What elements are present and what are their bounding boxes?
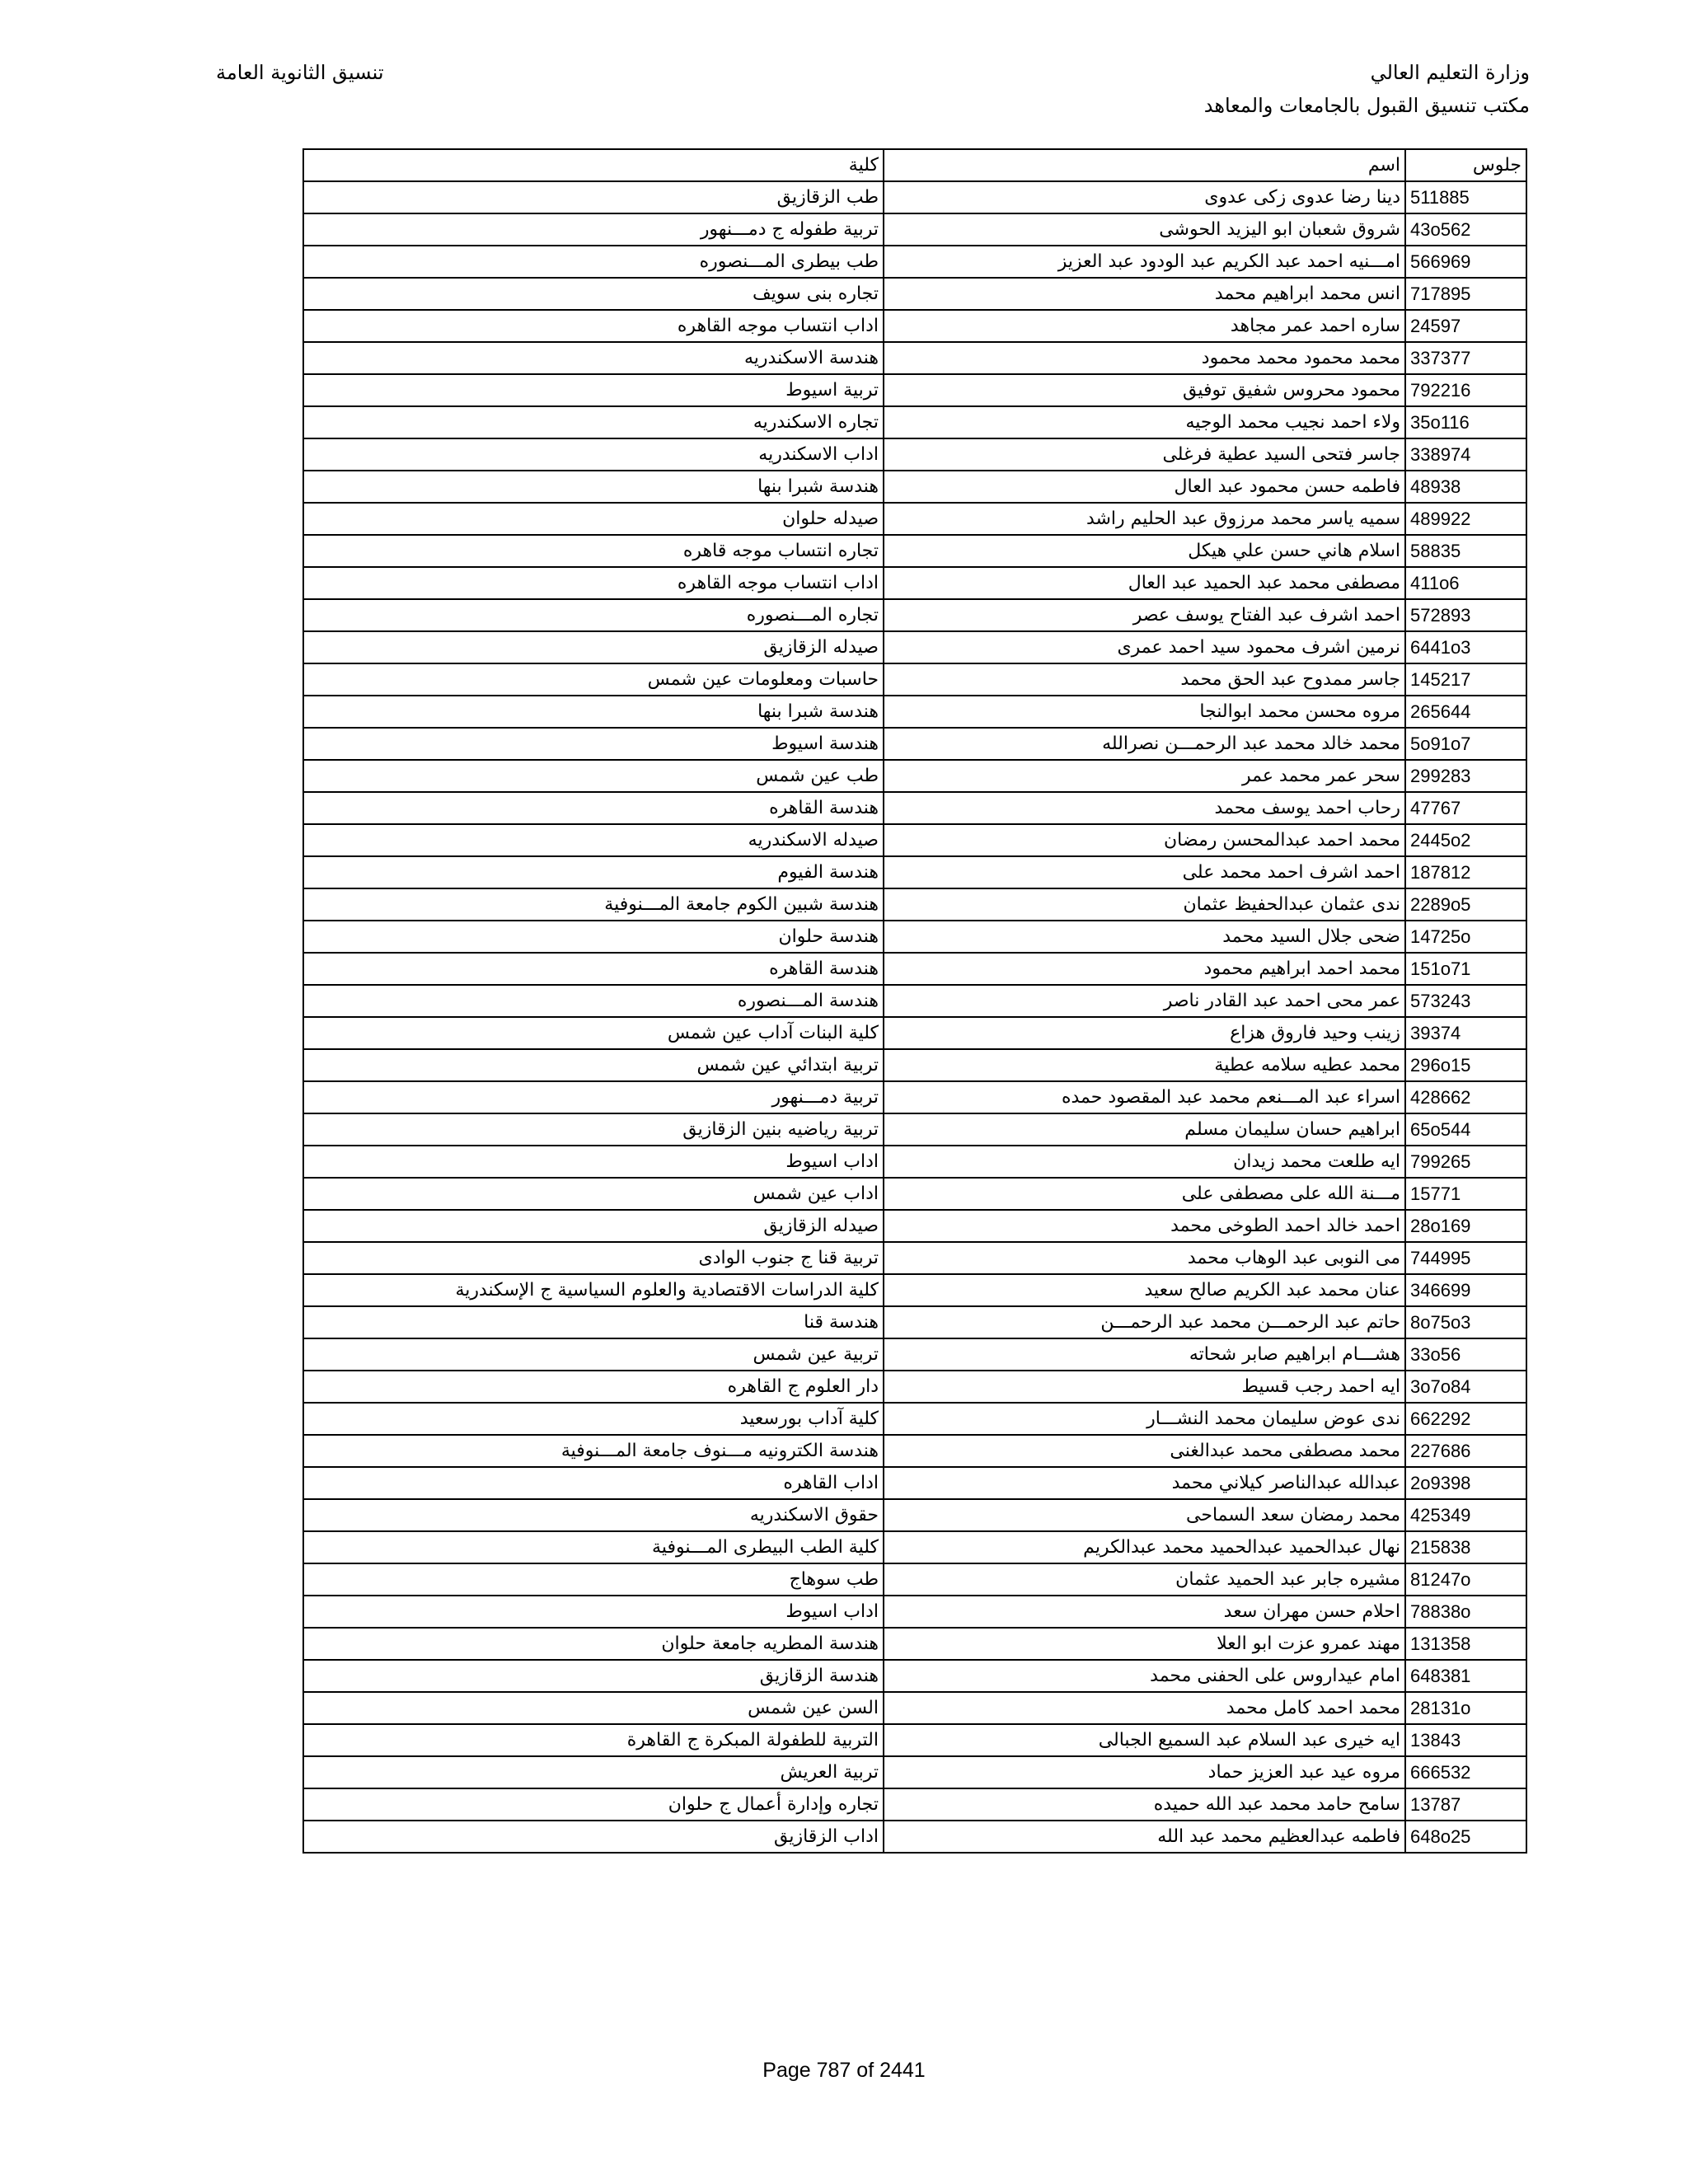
seat-number-cell: 215838: [1405, 1531, 1526, 1563]
faculty-cell: حاسبات ومعلومات عين شمس: [303, 663, 884, 696]
seat-number-cell: 573243: [1405, 985, 1526, 1017]
seat-number-cell: 2289o5: [1405, 888, 1526, 921]
faculty-cell: تربية طفوله ج دمـــنهور: [303, 213, 884, 246]
seat-number-cell: 428662: [1405, 1081, 1526, 1113]
seat-number-cell: 265644: [1405, 696, 1526, 728]
student-name-cell: احمد خالد احمد الطوخى محمد: [884, 1210, 1405, 1242]
faculty-cell: تربية عين شمس: [303, 1338, 884, 1371]
student-name-cell: محمد رمضان سعد السماحى: [884, 1499, 1405, 1531]
faculty-cell: هندسة الزقازيق: [303, 1660, 884, 1692]
faculty-cell: اداب القاهره: [303, 1467, 884, 1499]
column-header-faculty: كلية: [303, 149, 884, 181]
faculty-cell: التربية للطفولة المبكرة ج القاهرة: [303, 1724, 884, 1756]
table-row: [303, 535, 1526, 567]
faculty-cell: هندسة حلوان: [303, 921, 884, 953]
seat-number-cell: 648381: [1405, 1660, 1526, 1692]
student-name-cell: اسلام هاني حسن علي هيكل: [884, 535, 1405, 567]
table-row: [303, 631, 1526, 663]
faculty-cell: صيدله حلوان: [303, 503, 884, 535]
seat-number-cell: 346699: [1405, 1274, 1526, 1306]
student-name-cell: عبدالله عبدالناصر كيلاني محمد: [884, 1467, 1405, 1499]
table-row: [303, 278, 1526, 310]
table-row: [303, 1756, 1526, 1788]
table-row: [303, 1499, 1526, 1531]
faculty-cell: اداب الزقازيق: [303, 1821, 884, 1853]
faculty-cell: تربية قنا ج جنوب الوادى: [303, 1242, 884, 1274]
faculty-cell: هندسة شبين الكوم جامعة المـــنوفية: [303, 888, 884, 921]
table-row: [303, 1531, 1526, 1563]
table-row: [303, 1274, 1526, 1306]
faculty-cell: تجاره الاسكندريه: [303, 406, 884, 438]
faculty-cell: اداب انتساب موجه القاهره: [303, 310, 884, 342]
table-header-row: [303, 149, 1526, 181]
faculty-cell: تجاره وإدارة أعمال ج حلوان: [303, 1788, 884, 1821]
table-row: [303, 888, 1526, 921]
student-name-cell: فاطمه حسن محمود عبد العال: [884, 471, 1405, 503]
table-row: [303, 1788, 1526, 1821]
seat-number-cell: 648o25: [1405, 1821, 1526, 1853]
faculty-cell: تجاره بنى سويف: [303, 278, 884, 310]
seat-number-cell: 744995: [1405, 1242, 1526, 1274]
student-name-cell: جاسر فتحى السيد عطية فرغلى: [884, 438, 1405, 471]
student-name-cell: مى النوبى عبد الوهاب محمد: [884, 1242, 1405, 1274]
seat-number-cell: 799265: [1405, 1146, 1526, 1178]
table-row: [303, 471, 1526, 503]
student-name-cell: نهال عبدالحميد عبدالحميد محمد عبدالكريم: [884, 1531, 1405, 1563]
seat-number-cell: 35o116: [1405, 406, 1526, 438]
student-name-cell: هشـــام ابراهيم صابر شحاته: [884, 1338, 1405, 1371]
seat-number-cell: 131358: [1405, 1628, 1526, 1660]
faculty-cell: كلية البنات آداب عين شمس: [303, 1017, 884, 1049]
seat-number-cell: 24597: [1405, 310, 1526, 342]
table-row: [303, 1563, 1526, 1596]
student-name-cell: انس محمد ابراهيم محمد: [884, 278, 1405, 310]
seat-number-cell: 717895: [1405, 278, 1526, 310]
student-name-cell: محمد احمد كامل محمد: [884, 1692, 1405, 1724]
table-body: [303, 181, 1526, 1853]
column-header-name: اسم: [884, 149, 1405, 181]
seat-number-cell: 666532: [1405, 1756, 1526, 1788]
student-name-cell: جاسر ممدوح عبد الحق محمد: [884, 663, 1405, 696]
faculty-cell: هندسة اسيوط: [303, 728, 884, 760]
faculty-cell: كلية الدراسات الاقتصادية والعلوم السياسية ج الإسكندرية: [303, 1274, 884, 1306]
seat-number-cell: 566969: [1405, 246, 1526, 278]
student-name-cell: ولاء احمد نجيب محمد الوجيه: [884, 406, 1405, 438]
student-name-cell: مشيره جابر عبد الحميد عثمان: [884, 1563, 1405, 1596]
student-name-cell: محمد خالد محمد عبد الرحمـــن نصرالله: [884, 728, 1405, 760]
table-row: [303, 374, 1526, 406]
table-row: [303, 1628, 1526, 1660]
student-name-cell: سامح حامد محمد عبد الله حميده: [884, 1788, 1405, 1821]
table-row: [303, 1467, 1526, 1499]
faculty-cell: تربية العريش: [303, 1756, 884, 1788]
student-name-cell: محمد عطيه سلامه عطية: [884, 1049, 1405, 1081]
faculty-cell: طب بيطرى المـــنصوره: [303, 246, 884, 278]
student-name-cell: سميه ياسر محمد مرزوق عبد الحليم راشد: [884, 503, 1405, 535]
table-row: [303, 792, 1526, 824]
seat-number-cell: 338974: [1405, 438, 1526, 471]
student-name-cell: ايه طلعت محمد زيدان: [884, 1146, 1405, 1178]
table-row: [303, 856, 1526, 888]
faculty-cell: هندسة القاهره: [303, 953, 884, 985]
seat-number-cell: 78838o: [1405, 1596, 1526, 1628]
seat-number-cell: 8o75o3: [1405, 1306, 1526, 1338]
table-row: [303, 1146, 1526, 1178]
student-name-cell: زينب وحيد فاروق هزاع: [884, 1017, 1405, 1049]
seat-number-cell: 13787: [1405, 1788, 1526, 1821]
faculty-cell: اداب اسيوط: [303, 1146, 884, 1178]
student-name-cell: محمود محروس شفيق توفيق: [884, 374, 1405, 406]
student-name-cell: ندى عثمان عبدالحفيظ عثمان: [884, 888, 1405, 921]
seat-number-cell: 2o9398: [1405, 1467, 1526, 1499]
faculty-cell: هندسة شبرا بنها: [303, 471, 884, 503]
faculty-cell: تربية ابتدائي عين شمس: [303, 1049, 884, 1081]
seat-number-cell: 792216: [1405, 374, 1526, 406]
seat-number-cell: 227686: [1405, 1435, 1526, 1467]
faculty-cell: هندسة الكترونيه مـــنوف جامعة المـــنوفية: [303, 1435, 884, 1467]
seat-number-cell: 47767: [1405, 792, 1526, 824]
table-row: [303, 1242, 1526, 1274]
table-row: [303, 953, 1526, 985]
faculty-cell: دار العلوم ج القاهره: [303, 1371, 884, 1403]
table-row: [303, 246, 1526, 278]
results-table: [302, 148, 1527, 1854]
seat-number-cell: 411o6: [1405, 567, 1526, 599]
seat-number-cell: 39374: [1405, 1017, 1526, 1049]
seat-number-cell: 81247o: [1405, 1563, 1526, 1596]
table-row: [303, 1724, 1526, 1756]
ministry-title: وزارة التعليم العالي: [1370, 61, 1530, 84]
table-row: [303, 760, 1526, 792]
faculty-cell: تربية دمـــنهور: [303, 1081, 884, 1113]
faculty-cell: حقوق الاسكندريه: [303, 1499, 884, 1531]
faculty-cell: هندسة المطريه جامعة حلوان: [303, 1628, 884, 1660]
table-row: [303, 1403, 1526, 1435]
table-row: [303, 728, 1526, 760]
seat-number-cell: 151o71: [1405, 953, 1526, 985]
student-name-cell: مهند عمرو عزت ابو العلا: [884, 1628, 1405, 1660]
student-name-cell: مـــنة الله على مصطفى على: [884, 1178, 1405, 1210]
table-row: [303, 1596, 1526, 1628]
seat-number-cell: 28131o: [1405, 1692, 1526, 1724]
faculty-cell: هندسة المـــنصوره: [303, 985, 884, 1017]
faculty-cell: طب عين شمس: [303, 760, 884, 792]
table-row: [303, 599, 1526, 631]
seat-number-cell: 145217: [1405, 663, 1526, 696]
student-name-cell: احمد اشرف احمد محمد على: [884, 856, 1405, 888]
student-name-cell: ندى عوض سليمان محمد النشـــار: [884, 1403, 1405, 1435]
table-row: [303, 1113, 1526, 1146]
faculty-cell: تربية رياضيه بنين الزقازيق: [303, 1113, 884, 1146]
table-row: [303, 1210, 1526, 1242]
table-row: [303, 438, 1526, 471]
student-name-cell: امـــنيه احمد عبد الكريم عبد الودود عبد العزيز: [884, 246, 1405, 278]
seat-number-cell: 13843: [1405, 1724, 1526, 1756]
seat-number-cell: 43o562: [1405, 213, 1526, 246]
faculty-cell: هندسة شبرا بنها: [303, 696, 884, 728]
table-row: [303, 1821, 1526, 1853]
column-header-id: جلوس: [1405, 149, 1526, 181]
seat-number-cell: 489922: [1405, 503, 1526, 535]
office-title: مكتب تنسيق القبول بالجامعات والمعاهد: [1203, 94, 1530, 117]
student-name-cell: شروق شعبان ابو اليزيد الحوشى: [884, 213, 1405, 246]
faculty-cell: هندسة الفيوم: [303, 856, 884, 888]
table-row: [303, 406, 1526, 438]
table-row: [303, 567, 1526, 599]
student-name-cell: رحاب احمد يوسف محمد: [884, 792, 1405, 824]
table-row: [303, 1660, 1526, 1692]
faculty-cell: تجاره المـــنصوره: [303, 599, 884, 631]
table-row: [303, 696, 1526, 728]
seat-number-cell: 14725o: [1405, 921, 1526, 953]
seat-number-cell: 337377: [1405, 342, 1526, 374]
table-row: [303, 213, 1526, 246]
table-row: [303, 1049, 1526, 1081]
table-row: [303, 503, 1526, 535]
student-name-cell: مصطفى محمد عبد الحميد عبد العال: [884, 567, 1405, 599]
faculty-cell: صيدله الزقازيق: [303, 1210, 884, 1242]
seat-number-cell: 33o56: [1405, 1338, 1526, 1371]
table-row: [303, 310, 1526, 342]
seat-number-cell: 299283: [1405, 760, 1526, 792]
student-name-cell: ابراهيم حسان سليمان مسلم: [884, 1113, 1405, 1146]
table-row: [303, 1017, 1526, 1049]
student-name-cell: دينا رضا عدوى زكى عدوى: [884, 181, 1405, 213]
faculty-cell: تربية اسيوط: [303, 374, 884, 406]
student-name-cell: ايه خيرى عبد السلام عبد السميع الجبالى: [884, 1724, 1405, 1756]
student-name-cell: محمد محمود محمد محمود: [884, 342, 1405, 374]
seat-number-cell: 58835: [1405, 535, 1526, 567]
student-name-cell: محمد احمد ابراهيم محمود: [884, 953, 1405, 985]
faculty-cell: اداب انتساب موجه القاهره: [303, 567, 884, 599]
seat-number-cell: 28o169: [1405, 1210, 1526, 1242]
student-name-cell: عنان محمد عبد الكريم صالح سعيد: [884, 1274, 1405, 1306]
table-row: [303, 985, 1526, 1017]
seat-number-cell: 65o544: [1405, 1113, 1526, 1146]
faculty-cell: كلية الطب البيطرى المـــنوفية: [303, 1531, 884, 1563]
seat-number-cell: 511885: [1405, 181, 1526, 213]
student-name-cell: ساره احمد عمر مجاهد: [884, 310, 1405, 342]
seat-number-cell: 662292: [1405, 1403, 1526, 1435]
student-name-cell: اسراء عبد المـــنعم محمد عبد المقصود حمده: [884, 1081, 1405, 1113]
seat-number-cell: 6441o3: [1405, 631, 1526, 663]
faculty-cell: تجاره انتساب موجه قاهره: [303, 535, 884, 567]
student-name-cell: احمد اشرف عبد الفتاح يوسف عصر: [884, 599, 1405, 631]
faculty-cell: طب سوهاج: [303, 1563, 884, 1596]
seat-number-cell: 425349: [1405, 1499, 1526, 1531]
table-row: [303, 1338, 1526, 1371]
student-name-cell: امام عيداروس على الحفنى محمد: [884, 1660, 1405, 1692]
document-title: تنسيق الثانوية العامة: [216, 61, 384, 84]
table-row: [303, 663, 1526, 696]
faculty-cell: هندسة القاهره: [303, 792, 884, 824]
student-name-cell: مروه محسن محمد ابوالنجا: [884, 696, 1405, 728]
student-name-cell: حاتم عبد الرحمـــن محمد عبد الرحمـــن: [884, 1306, 1405, 1338]
student-name-cell: نرمين اشرف محمود سيد احمد عمرى: [884, 631, 1405, 663]
table-row: [303, 181, 1526, 213]
table-row: [303, 1306, 1526, 1338]
seat-number-cell: 48938: [1405, 471, 1526, 503]
student-name-cell: عمر محى احمد عبد القادر ناصر: [884, 985, 1405, 1017]
student-name-cell: ضحى جلال السيد محمد: [884, 921, 1405, 953]
seat-number-cell: 2445o2: [1405, 824, 1526, 856]
table-row: [303, 1371, 1526, 1403]
student-name-cell: سحر عمر محمد عمر: [884, 760, 1405, 792]
faculty-cell: صيدله الزقازيق: [303, 631, 884, 663]
student-name-cell: محمد احمد عبدالمحسن رمضان: [884, 824, 1405, 856]
seat-number-cell: 15771: [1405, 1178, 1526, 1210]
student-name-cell: مروه عيد عبد العزيز حماد: [884, 1756, 1405, 1788]
seat-number-cell: 296o15: [1405, 1049, 1526, 1081]
table-row: [303, 1081, 1526, 1113]
table-row: [303, 1435, 1526, 1467]
student-name-cell: ايه احمد رجب قسيط: [884, 1371, 1405, 1403]
seat-number-cell: 572893: [1405, 599, 1526, 631]
page-number: Page 787 of 2441: [762, 2059, 926, 2082]
seat-number-cell: 3o7o84: [1405, 1371, 1526, 1403]
faculty-cell: هندسة الاسكندريه: [303, 342, 884, 374]
faculty-cell: السن عين شمس: [303, 1692, 884, 1724]
student-name-cell: فاطمه عبدالعظيم محمد عبد الله: [884, 1821, 1405, 1853]
table-row: [303, 921, 1526, 953]
faculty-cell: اداب عين شمس: [303, 1178, 884, 1210]
table-row: [303, 342, 1526, 374]
faculty-cell: اداب اسيوط: [303, 1596, 884, 1628]
table-row: [303, 824, 1526, 856]
table-row: [303, 1692, 1526, 1724]
student-name-cell: احلام حسن مهران سعد: [884, 1596, 1405, 1628]
faculty-cell: هندسة قنا: [303, 1306, 884, 1338]
student-name-cell: محمد مصطفى محمد عبدالغنى: [884, 1435, 1405, 1467]
faculty-cell: اداب الاسكندريه: [303, 438, 884, 471]
table-row: [303, 1178, 1526, 1210]
faculty-cell: صيدله الاسكندريه: [303, 824, 884, 856]
seat-number-cell: 187812: [1405, 856, 1526, 888]
faculty-cell: كلية آداب بورسعيد: [303, 1403, 884, 1435]
seat-number-cell: 5o91o7: [1405, 728, 1526, 760]
faculty-cell: طب الزقازيق: [303, 181, 884, 213]
